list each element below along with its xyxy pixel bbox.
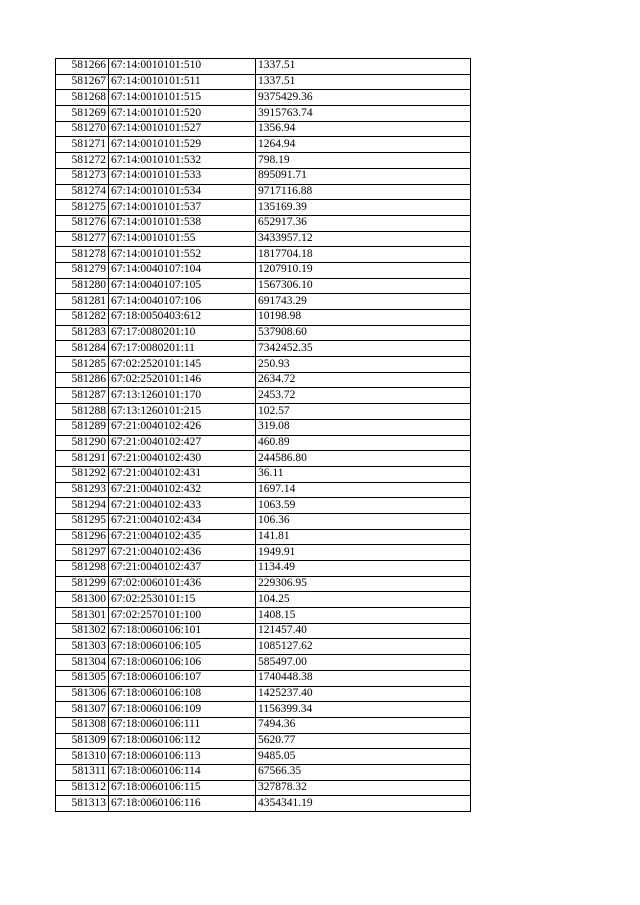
row-id-cell: 581278 xyxy=(56,247,109,263)
cadastral-number-cell: 67:14:0040107:105 xyxy=(109,278,256,294)
row-id-cell: 581299 xyxy=(56,576,109,592)
row-id-cell: 581276 xyxy=(56,215,109,231)
cadastral-number-cell: 67:14:0040107:104 xyxy=(109,262,256,278)
table-row xyxy=(56,576,471,592)
table-row xyxy=(56,764,471,780)
cadastral-number-cell: 67:02:0060101:436 xyxy=(109,576,256,592)
table-row xyxy=(56,59,471,75)
cadastral-number-cell: 67:14:0010101:529 xyxy=(109,137,256,153)
cadastral-number-cell: 67:18:0060106:108 xyxy=(109,686,256,702)
value-cell: 135169.39 xyxy=(256,200,471,216)
value-cell: 460.89 xyxy=(256,435,471,451)
table-row xyxy=(56,498,471,514)
table-row xyxy=(56,168,471,184)
value-cell: 1949.91 xyxy=(256,545,471,561)
value-cell: 250.93 xyxy=(256,357,471,373)
value-cell: 1817704.18 xyxy=(256,247,471,263)
table-row xyxy=(56,357,471,373)
table-row xyxy=(56,247,471,263)
value-cell: 1337.51 xyxy=(256,74,471,90)
row-id-cell: 581288 xyxy=(56,404,109,420)
value-cell: 2634.72 xyxy=(256,372,471,388)
table-row xyxy=(56,608,471,624)
row-id-cell: 581308 xyxy=(56,717,109,733)
row-id-cell: 581287 xyxy=(56,388,109,404)
row-id-cell: 581292 xyxy=(56,466,109,482)
row-id-cell: 581306 xyxy=(56,686,109,702)
cadastral-number-cell: 67:18:0060106:114 xyxy=(109,764,256,780)
table-row xyxy=(56,294,471,310)
table-row xyxy=(56,325,471,341)
value-cell: 1356.94 xyxy=(256,121,471,137)
table-row xyxy=(56,435,471,451)
cadastral-number-cell: 67:18:0060106:112 xyxy=(109,733,256,749)
value-cell: 1063.59 xyxy=(256,498,471,514)
row-id-cell: 581304 xyxy=(56,655,109,671)
value-cell: 10198.98 xyxy=(256,310,471,326)
table-row xyxy=(56,451,471,467)
cadastral-number-cell: 67:21:0040102:426 xyxy=(109,419,256,435)
table-row xyxy=(56,733,471,749)
row-id-cell: 581294 xyxy=(56,498,109,514)
table-row xyxy=(56,310,471,326)
table-row xyxy=(56,780,471,796)
value-cell: 121457.40 xyxy=(256,623,471,639)
value-cell: 106.36 xyxy=(256,513,471,529)
table-row xyxy=(56,419,471,435)
value-cell: 585497.00 xyxy=(256,655,471,671)
value-cell: 1156399.34 xyxy=(256,702,471,718)
value-cell: 2453.72 xyxy=(256,388,471,404)
row-id-cell: 581307 xyxy=(56,702,109,718)
row-id-cell: 581274 xyxy=(56,184,109,200)
table-row xyxy=(56,388,471,404)
value-cell: 9375429.36 xyxy=(256,90,471,106)
cadastral-number-cell: 67:14:0010101:533 xyxy=(109,168,256,184)
table-row xyxy=(56,796,471,812)
value-cell: 319.08 xyxy=(256,419,471,435)
row-id-cell: 581272 xyxy=(56,153,109,169)
value-cell: 1134.49 xyxy=(256,561,471,577)
value-cell: 36.11 xyxy=(256,466,471,482)
table-row xyxy=(56,466,471,482)
cadastral-number-cell: 67:21:0040102:437 xyxy=(109,561,256,577)
row-id-cell: 581303 xyxy=(56,639,109,655)
value-cell: 327878.32 xyxy=(256,780,471,796)
row-id-cell: 581269 xyxy=(56,106,109,122)
row-id-cell: 581270 xyxy=(56,121,109,137)
value-cell: 1337.51 xyxy=(256,59,471,75)
cadastral-number-cell: 67:21:0040102:434 xyxy=(109,513,256,529)
table-row xyxy=(56,717,471,733)
value-cell: 1085127.62 xyxy=(256,639,471,655)
row-id-cell: 581271 xyxy=(56,137,109,153)
value-cell: 1264.94 xyxy=(256,137,471,153)
cadastral-number-cell: 67:02:2520101:146 xyxy=(109,372,256,388)
table-row xyxy=(56,231,471,247)
table-row xyxy=(56,670,471,686)
cadastral-number-cell: 67:13:1260101:215 xyxy=(109,404,256,420)
table-row xyxy=(56,623,471,639)
value-cell: 1740448.38 xyxy=(256,670,471,686)
cadastral-number-cell: 67:14:0010101:532 xyxy=(109,153,256,169)
table-row xyxy=(56,341,471,357)
cadastral-number-cell: 67:02:2520101:145 xyxy=(109,357,256,373)
row-id-cell: 581277 xyxy=(56,231,109,247)
cadastral-number-cell: 67:14:0010101:520 xyxy=(109,106,256,122)
cadastral-number-cell: 67:18:0050403:612 xyxy=(109,310,256,326)
cadastral-number-cell: 67:18:0060106:106 xyxy=(109,655,256,671)
row-id-cell: 581313 xyxy=(56,796,109,812)
value-cell: 67566.35 xyxy=(256,764,471,780)
value-cell: 141.81 xyxy=(256,529,471,545)
row-id-cell: 581309 xyxy=(56,733,109,749)
row-id-cell: 581290 xyxy=(56,435,109,451)
value-cell: 4354341.19 xyxy=(256,796,471,812)
value-cell: 3915763.74 xyxy=(256,106,471,122)
table-body xyxy=(56,59,471,812)
table-row xyxy=(56,200,471,216)
cadastral-number-cell: 67:18:0060106:105 xyxy=(109,639,256,655)
cadastral-number-cell: 67:21:0040102:433 xyxy=(109,498,256,514)
table-row xyxy=(56,121,471,137)
table-row xyxy=(56,513,471,529)
cadastral-number-cell: 67:02:2530101:15 xyxy=(109,592,256,608)
cadastral-number-cell: 67:14:0040107:106 xyxy=(109,294,256,310)
cadastral-number-cell: 67:14:0010101:511 xyxy=(109,74,256,90)
value-cell: 7494.36 xyxy=(256,717,471,733)
table-row xyxy=(56,137,471,153)
value-cell: 1697.14 xyxy=(256,482,471,498)
cadastral-number-cell: 67:21:0040102:436 xyxy=(109,545,256,561)
row-id-cell: 581284 xyxy=(56,341,109,357)
row-id-cell: 581275 xyxy=(56,200,109,216)
value-cell: 895091.71 xyxy=(256,168,471,184)
table-row xyxy=(56,702,471,718)
cadastral-number-cell: 67:18:0060106:111 xyxy=(109,717,256,733)
table-row xyxy=(56,262,471,278)
cadastral-number-cell: 67:21:0040102:432 xyxy=(109,482,256,498)
cadastral-number-cell: 67:18:0060106:107 xyxy=(109,670,256,686)
value-cell: 537908.60 xyxy=(256,325,471,341)
cadastral-number-cell: 67:18:0060106:113 xyxy=(109,749,256,765)
table-row xyxy=(56,561,471,577)
value-cell: 9717116.88 xyxy=(256,184,471,200)
cadastral-number-cell: 67:21:0040102:435 xyxy=(109,529,256,545)
table-row xyxy=(56,529,471,545)
row-id-cell: 581298 xyxy=(56,561,109,577)
row-id-cell: 581273 xyxy=(56,168,109,184)
row-id-cell: 581267 xyxy=(56,74,109,90)
data-table xyxy=(55,58,471,812)
cadastral-number-cell: 67:17:0080201:11 xyxy=(109,341,256,357)
row-id-cell: 581301 xyxy=(56,608,109,624)
value-cell: 652917.36 xyxy=(256,215,471,231)
table-row xyxy=(56,749,471,765)
cadastral-number-cell: 67:14:0010101:534 xyxy=(109,184,256,200)
value-cell: 691743.29 xyxy=(256,294,471,310)
cadastral-number-cell: 67:21:0040102:427 xyxy=(109,435,256,451)
table-row xyxy=(56,655,471,671)
table-row xyxy=(56,90,471,106)
value-cell: 1567306.10 xyxy=(256,278,471,294)
table-row xyxy=(56,215,471,231)
cadastral-number-cell: 67:14:0010101:538 xyxy=(109,215,256,231)
table-row xyxy=(56,592,471,608)
cadastral-number-cell: 67:21:0040102:430 xyxy=(109,451,256,467)
row-id-cell: 581310 xyxy=(56,749,109,765)
cadastral-number-cell: 67:13:1260101:170 xyxy=(109,388,256,404)
value-cell: 9485.05 xyxy=(256,749,471,765)
value-cell: 5620.77 xyxy=(256,733,471,749)
table-row xyxy=(56,482,471,498)
value-cell: 244586.80 xyxy=(256,451,471,467)
cadastral-number-cell: 67:14:0010101:552 xyxy=(109,247,256,263)
cadastral-number-cell: 67:14:0010101:510 xyxy=(109,59,256,75)
table-row xyxy=(56,686,471,702)
value-cell: 7342452.35 xyxy=(256,341,471,357)
row-id-cell: 581280 xyxy=(56,278,109,294)
row-id-cell: 581305 xyxy=(56,670,109,686)
cadastral-number-cell: 67:18:0060106:115 xyxy=(109,780,256,796)
row-id-cell: 581300 xyxy=(56,592,109,608)
value-cell: 3433957.12 xyxy=(256,231,471,247)
value-cell: 1425237.40 xyxy=(256,686,471,702)
cadastral-number-cell: 67:14:0010101:515 xyxy=(109,90,256,106)
table-row xyxy=(56,545,471,561)
table-row xyxy=(56,184,471,200)
cadastral-number-cell: 67:02:2570101:100 xyxy=(109,608,256,624)
table-row xyxy=(56,372,471,388)
row-id-cell: 581283 xyxy=(56,325,109,341)
value-cell: 104.25 xyxy=(256,592,471,608)
table-row xyxy=(56,404,471,420)
cadastral-number-cell: 67:18:0060106:109 xyxy=(109,702,256,718)
value-cell: 1408.15 xyxy=(256,608,471,624)
value-cell: 229306.95 xyxy=(256,576,471,592)
row-id-cell: 581282 xyxy=(56,310,109,326)
row-id-cell: 581312 xyxy=(56,780,109,796)
row-id-cell: 581279 xyxy=(56,262,109,278)
row-id-cell: 581295 xyxy=(56,513,109,529)
table-row xyxy=(56,278,471,294)
cadastral-number-cell: 67:14:0010101:537 xyxy=(109,200,256,216)
cadastral-number-cell: 67:17:0080201:10 xyxy=(109,325,256,341)
row-id-cell: 581311 xyxy=(56,764,109,780)
value-cell: 798.19 xyxy=(256,153,471,169)
table-row xyxy=(56,106,471,122)
cadastral-number-cell: 67:14:0010101:527 xyxy=(109,121,256,137)
row-id-cell: 581286 xyxy=(56,372,109,388)
row-id-cell: 581285 xyxy=(56,357,109,373)
value-cell: 102.57 xyxy=(256,404,471,420)
row-id-cell: 581266 xyxy=(56,59,109,75)
row-id-cell: 581297 xyxy=(56,545,109,561)
cadastral-number-cell: 67:18:0060106:116 xyxy=(109,796,256,812)
row-id-cell: 581281 xyxy=(56,294,109,310)
row-id-cell: 581289 xyxy=(56,419,109,435)
row-id-cell: 581291 xyxy=(56,451,109,467)
table-row xyxy=(56,639,471,655)
row-id-cell: 581268 xyxy=(56,90,109,106)
table-row xyxy=(56,153,471,169)
row-id-cell: 581302 xyxy=(56,623,109,639)
cadastral-number-cell: 67:21:0040102:431 xyxy=(109,466,256,482)
table-row xyxy=(56,74,471,90)
cadastral-number-cell: 67:18:0060106:101 xyxy=(109,623,256,639)
value-cell: 1207910.19 xyxy=(256,262,471,278)
row-id-cell: 581293 xyxy=(56,482,109,498)
row-id-cell: 581296 xyxy=(56,529,109,545)
cadastral-number-cell: 67:14:0010101:55 xyxy=(109,231,256,247)
